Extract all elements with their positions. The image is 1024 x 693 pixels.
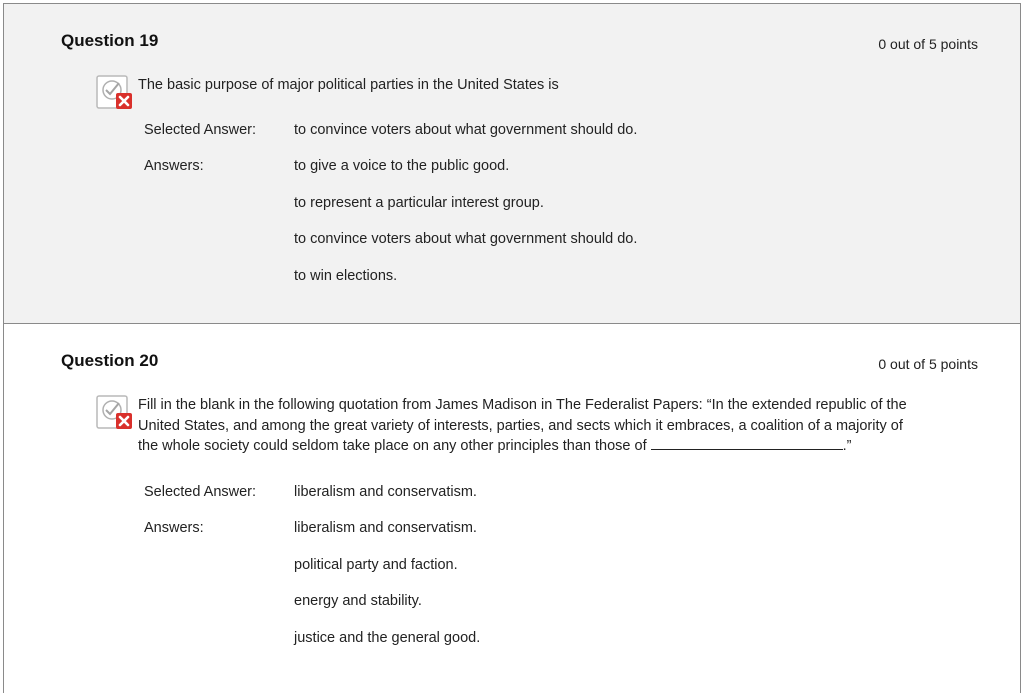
question-prompt-line: United States, and among the great variety of interests, parties, and sects which it embraces, a coalition of a majority of xyxy=(138,417,903,434)
answer-option: to win elections. xyxy=(294,268,398,284)
question-prompt xyxy=(138,395,978,457)
answers-label: Answers: xyxy=(144,158,204,174)
answer-option: to represent a particular interest group. xyxy=(294,195,544,211)
question-prompt-text: the whole society could seldom take place on any other principles than those of xyxy=(138,438,651,454)
question-20-panel xyxy=(3,323,1021,693)
answer-option: to give a voice to the public good. xyxy=(294,158,510,174)
question-19-panel xyxy=(3,3,1021,324)
answers-label: Answers: xyxy=(144,520,204,536)
incorrect-icon xyxy=(95,72,135,112)
answer-option: liberalism and conservatism. xyxy=(294,520,477,536)
selected-answer-value: to convince voters about what government should do. xyxy=(294,122,638,138)
question-points: 0 out of 5 points xyxy=(878,36,978,52)
question-title: Question 20 xyxy=(61,351,159,370)
question-title: Question 19 xyxy=(61,31,159,50)
selected-answer-label: Selected Answer: xyxy=(144,484,257,500)
question-prompt-text: .” xyxy=(842,438,852,454)
question-prompt-line: Fill in the blank in the following quotation from James Madison in The Federalist Papers: “In the extended republic of the xyxy=(138,397,907,413)
fill-in-blank xyxy=(651,437,843,450)
question-prompt-line xyxy=(138,436,978,457)
answer-option: energy and stability. xyxy=(294,593,422,609)
selected-answer-value: liberalism and conservatism. xyxy=(294,484,477,500)
question-points: 0 out of 5 points xyxy=(878,356,978,372)
answer-option: justice and the general good. xyxy=(294,630,481,646)
answer-option: political party and faction. xyxy=(294,557,458,573)
answer-option: to convince voters about what government should do. xyxy=(294,231,638,247)
selected-answer-label: Selected Answer: xyxy=(144,122,257,138)
question-prompt: The basic purpose of major political parties in the United States is xyxy=(138,77,559,93)
incorrect-icon xyxy=(95,392,135,432)
